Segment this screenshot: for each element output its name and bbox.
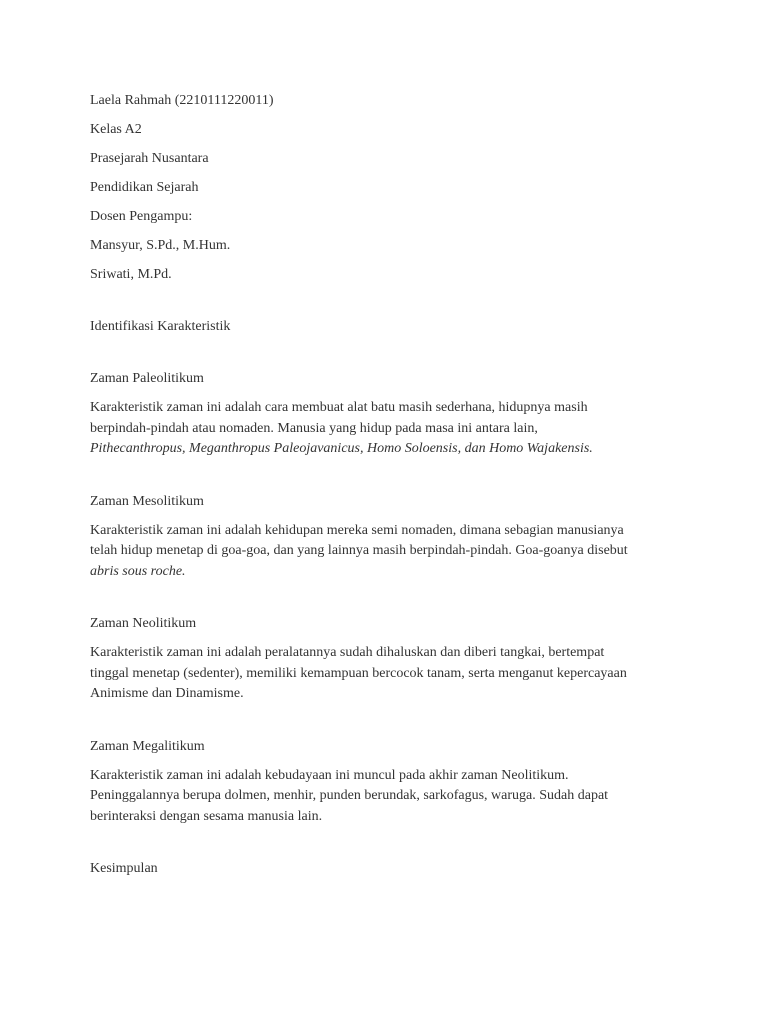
section-title-megalitikum: Zaman Megalitikum bbox=[90, 738, 205, 754]
paragraph-line: tinggal menetap (sedenter), memiliki kemampuan bercocok tanam, serta menganut kepercayaan bbox=[90, 665, 627, 681]
section-paragraph-paleolitikum bbox=[90, 398, 690, 460]
course-name: Prasejarah Nusantara bbox=[90, 151, 209, 166]
paragraph-line: Peninggalannya berupa dolmen, menhir, punden berundak, sarkofagus, waruga. Sudah dapat bbox=[90, 788, 609, 803]
class-label: Kelas A2 bbox=[90, 122, 142, 137]
species-names: Pithecanthropus, Meganthropus Paleojavanicus, Homo Soloensis, dan Homo Wajakensis bbox=[90, 441, 590, 456]
line-end-period: . bbox=[589, 441, 593, 456]
study-program: Pendidikan Sejarah bbox=[90, 180, 199, 195]
document-body bbox=[90, 91, 690, 879]
main-title: Identifikasi Karakteristik bbox=[90, 319, 231, 334]
paragraph-line: Karakteristik zaman ini adalah peralatannya sudah dihaluskan dan diberi tangkai, bertempat bbox=[90, 645, 605, 660]
conclusion-title: Kesimpulan bbox=[90, 861, 158, 876]
lecturer-1: Mansyur, S.Pd., M.Hum. bbox=[90, 238, 231, 253]
paragraph-line: Karakteristik zaman ini adalah cara membuat alat batu masih sederhana, hidupnya masih bbox=[90, 400, 588, 415]
section-paragraph-megalitikum bbox=[90, 766, 690, 828]
paragraph-line: Karakteristik zaman ini adalah kebudayaan ini muncul pada akhir zaman Neolitikum. bbox=[90, 767, 569, 783]
lecturer-label: Dosen Pengampu: bbox=[90, 209, 193, 224]
section-title-paleolitikum: Zaman Paleolitikum bbox=[90, 371, 204, 386]
cave-term: abris sous roche bbox=[90, 563, 183, 579]
section-title-neolitikum: Zaman Neolitikum bbox=[90, 616, 197, 631]
line-end-period: . bbox=[182, 563, 186, 579]
paragraph-line-italic bbox=[90, 439, 690, 460]
paragraph-line-italic bbox=[90, 562, 690, 583]
paragraph-line: Karakteristik zaman ini adalah kehidupan mereka semi nomaden, dimana sebagian manusianya bbox=[90, 522, 624, 538]
section-paragraph-mesolitikum bbox=[90, 521, 690, 583]
paragraph-line: Animisme dan Dinamisme. bbox=[90, 686, 244, 701]
paragraph-line: berpindah-pindah atau nomaden. Manusia yang hidup pada masa ini antara lain, bbox=[90, 420, 538, 436]
paragraph-line: telah hidup menetap di goa-goa, dan yang lainnya masih berpindah-pindah. Goa-goanya disebut bbox=[90, 543, 628, 558]
section-paragraph-neolitikum bbox=[90, 643, 690, 705]
author-name: Laela Rahmah (2210111220011) bbox=[90, 93, 274, 108]
paragraph-line: berinteraksi dengan sesama manusia lain. bbox=[90, 808, 323, 824]
lecturer-2: Sriwati, M.Pd. bbox=[90, 267, 172, 282]
section-title-mesolitikum: Zaman Mesolitikum bbox=[90, 493, 204, 509]
